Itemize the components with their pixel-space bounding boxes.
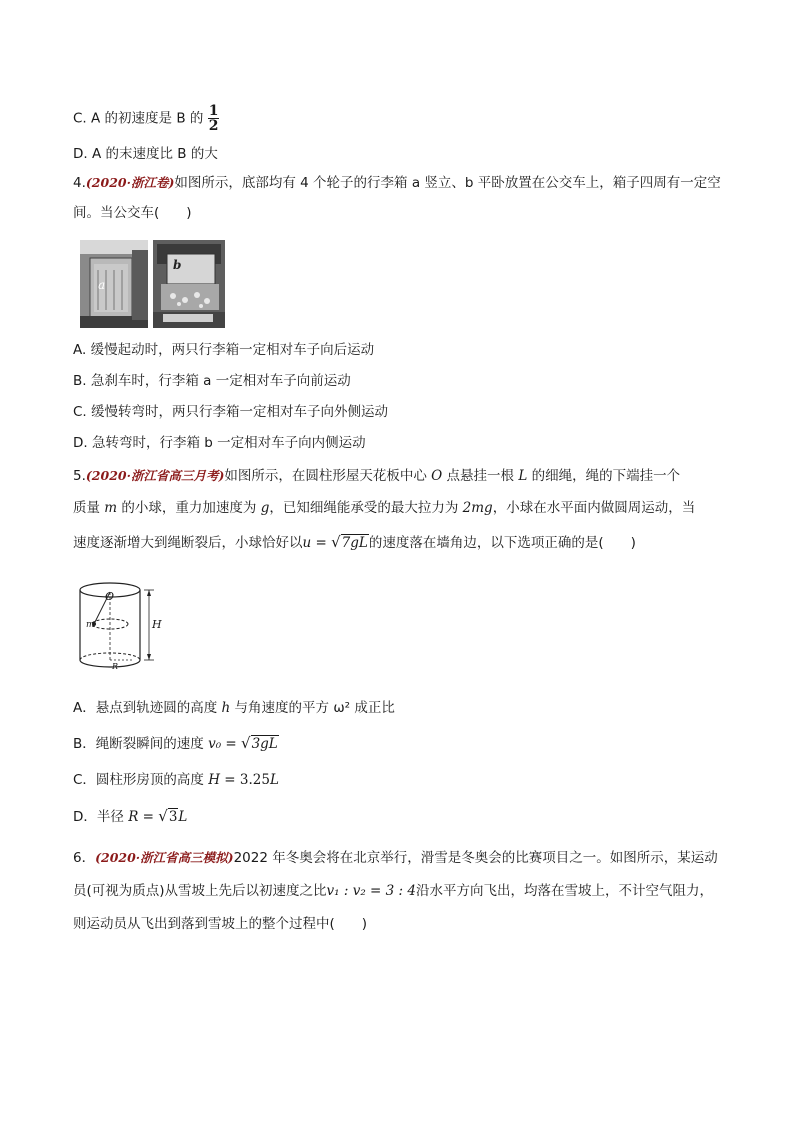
math-var: L <box>178 809 188 825</box>
q6-stem-line1 <box>73 848 718 868</box>
fraction-one-half <box>208 104 220 133</box>
fraction-numerator: 1 <box>208 103 219 119</box>
sqrt-radicand: 3gL <box>251 736 278 752</box>
q6-stem-line2 <box>73 881 713 901</box>
q5-option-text: D．半径 <box>73 809 129 825</box>
math-var: L <box>518 468 528 484</box>
q4-stem-line2: 间。当公交车( ) <box>73 205 192 221</box>
sqrt-icon: √ <box>331 533 341 551</box>
math-var: L <box>269 772 279 788</box>
q5-option-text: C．圆柱形房顶的高度 <box>73 772 209 788</box>
q5-option-c <box>73 770 279 790</box>
luggage-b-label: b <box>173 258 182 272</box>
q5-option-b <box>73 733 279 754</box>
figure-label-o: O <box>105 590 115 603</box>
q5-stem-line2 <box>73 498 695 518</box>
q5-text: ，小球在水平面内做圆周运动，当 <box>492 500 696 516</box>
q5-text: ，已知细绳能承受的最大拉力为 <box>269 500 463 516</box>
q5-option-text: A．悬点到轨迹圆的高度 <box>73 700 222 716</box>
question-number: 6． <box>73 850 96 866</box>
math-var: m <box>104 500 118 516</box>
cylinder-figure <box>72 578 164 678</box>
math-eq: = <box>221 736 242 752</box>
q5-text: 如图所示，在圆柱形屋天花板中心 <box>224 468 432 484</box>
q5-text: 的小球，重力加速度为 <box>117 500 261 516</box>
figure-label-m: m <box>86 620 95 630</box>
q5-text: 的细绳，绳的下端挂一个 <box>527 468 681 484</box>
math-eq: = 3.25 <box>220 772 270 788</box>
question-number: 4. <box>73 175 86 191</box>
question-source: (2020·浙江省高三模拟) <box>95 850 234 865</box>
math-expr: v₁ : v₂ = 3 : 4 <box>326 883 416 899</box>
figure-label-h: H <box>152 618 162 631</box>
question-source: (2020·浙江省高三月考) <box>85 468 225 483</box>
sqrt-radicand: 7gL <box>341 535 368 551</box>
luggage-a-label: a <box>98 278 106 292</box>
q4-option-d: D. 急转弯时，行李箱 b 一定相对车子向内侧运动 <box>73 435 366 451</box>
q6-stem-line3: 则运动员从飞出到落到雪坡上的整个过程中( ) <box>73 916 368 932</box>
math-var: u <box>302 535 312 551</box>
q4-option-c: C. 缓慢转弯时，两只行李箱一定相对车子向外侧运动 <box>73 404 389 420</box>
question-number: 5. <box>73 468 86 484</box>
q5-option-d <box>73 806 187 827</box>
q5-text: 的速度落在墙角边，以下选项正确的是( ) <box>368 535 636 551</box>
luggage-a-photo <box>80 240 148 328</box>
q4-stem-text: 如图所示，底部均有 4 个轮子的行李箱 a 竖立、b 平卧放置在公交车上，箱子四周有一定空 <box>174 175 721 191</box>
q5-text: 点悬挂一根 <box>442 468 519 484</box>
figure-label-r: R <box>112 662 119 671</box>
q4-option-a: A. 缓慢起动时，两只行李箱一定相对车子向后运动 <box>73 342 375 358</box>
luggage-b-photo <box>153 240 225 328</box>
question-source: (2020·浙江卷) <box>85 175 175 190</box>
q5-option-text: B．绳断裂瞬间的速度 <box>73 736 209 752</box>
math-expr: 2mg <box>462 500 493 516</box>
math-eq: = <box>138 809 159 825</box>
q3-option-c-text: C. A 的初速度是 B 的 <box>73 110 204 127</box>
q5-option-text: 与角速度的平方 ω² 成正比 <box>230 700 395 716</box>
q4-stem-line1 <box>73 173 721 193</box>
math-var: R <box>128 809 139 825</box>
math-var: O <box>431 468 443 484</box>
q4-option-b: B. 急刹车时，行李箱 a 一定相对车子向前运动 <box>73 373 351 389</box>
sqrt-radicand: 3 <box>168 809 178 825</box>
math-var: H <box>208 772 220 788</box>
sqrt-icon: √ <box>158 807 168 825</box>
math-var: g <box>260 500 270 516</box>
q3-option-d: D. A 的末速度比 B 的大 <box>73 146 218 162</box>
q6-text: 沿水平方向飞出，均落在雪坡上，不计空气阻力， <box>415 883 713 899</box>
math-eq: = <box>311 535 332 551</box>
q6-text: 员(可视为质点)从雪坡上先后以初速度之比 <box>73 883 327 899</box>
q3-option-c <box>73 104 219 133</box>
q5-stem-line3 <box>73 532 636 553</box>
math-var: h <box>221 700 231 716</box>
q5-stem-line1 <box>73 466 680 486</box>
q6-text: 2022 年冬奥会将在北京举行，滑雪是冬奥会的比赛项目之一。如图所示，某运动 <box>233 850 718 866</box>
math-var: v₀ <box>208 736 222 752</box>
q5-option-a <box>73 698 395 718</box>
fraction-denominator: 2 <box>208 118 219 134</box>
q5-text: 质量 <box>73 500 105 516</box>
q5-text: 速度逐渐增大到绳断裂后，小球恰好以 <box>73 535 303 551</box>
sqrt-icon: √ <box>241 734 251 752</box>
